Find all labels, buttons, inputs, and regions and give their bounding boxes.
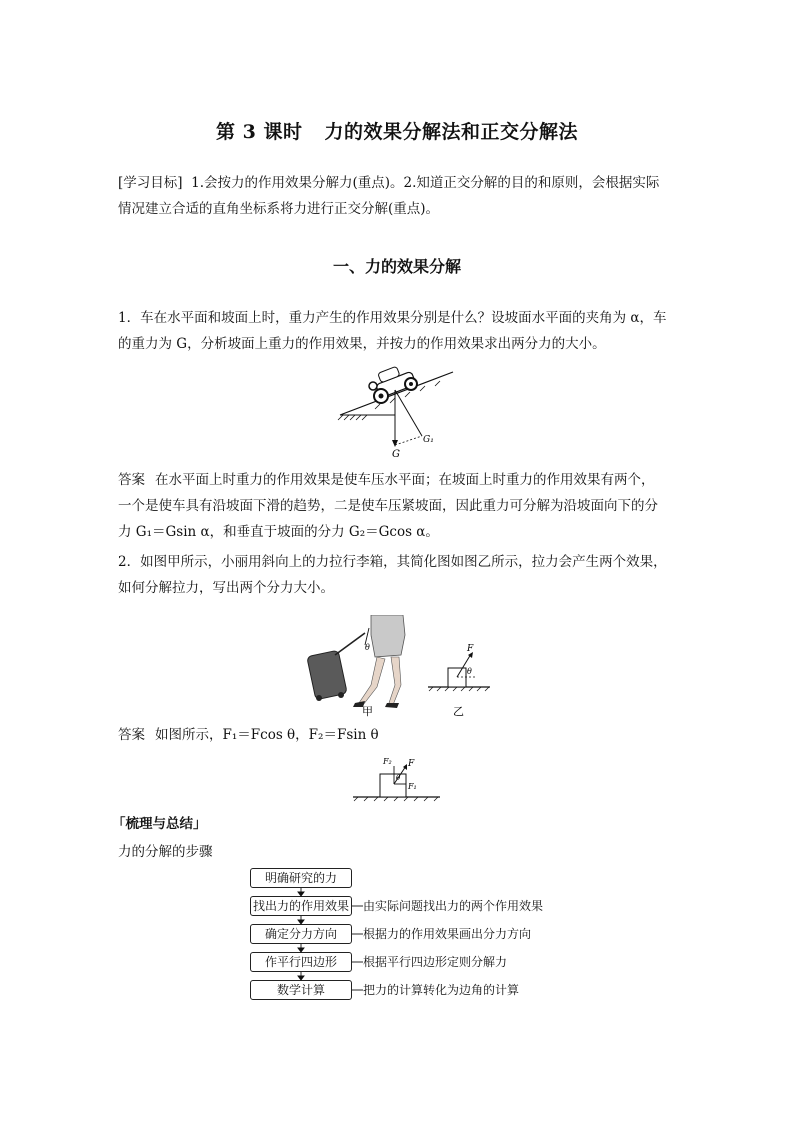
flow-step-2: 找出力的作用效果 — [250, 896, 352, 916]
label-theta-yi: θ — [467, 667, 472, 676]
flowchart-arrows — [240, 860, 370, 1005]
car-on-slope-figure — [335, 360, 465, 460]
label-theta-jia: θ — [365, 643, 370, 652]
label-f-yi: F — [467, 644, 474, 654]
question-2-line-1: 2．如图甲所示，小丽用斜向上的力拉行李箱，其简化图如图乙所示，拉力会产生两个效果， — [118, 554, 667, 570]
label-f2: F₂ — [383, 757, 392, 766]
woman-suitcase-figure — [305, 615, 420, 720]
question-2-line-2: 如何分解拉力，写出两个分力大小。 — [118, 580, 334, 596]
page-title — [0, 117, 794, 144]
flow-step-4: 作平行四边形 — [250, 952, 352, 972]
question-1 — [118, 305, 680, 357]
car-icon — [369, 366, 417, 403]
block-force-figure — [425, 640, 495, 720]
answer-2-text: 如图所示，F₁＝Fcos θ，F₂＝Fsin θ — [155, 727, 379, 743]
flow-note-2: 由实际问题找出力的两个作用效果 — [363, 899, 544, 913]
label-g1: G₁ — [423, 435, 434, 445]
g1-vector — [395, 390, 422, 436]
answer-2-label: 答案 — [118, 727, 145, 743]
woman-icon — [353, 615, 405, 708]
answer-1 — [118, 467, 680, 545]
caption-yi: 乙 — [453, 705, 464, 718]
objectives-line-1: 1.会按力的作用效果分解力(重点)。2.知道正交分解的目的和原则，会根据实际 — [191, 175, 660, 191]
flow-step-3: 确定分力方向 — [250, 924, 352, 944]
label-f1: F₁ — [408, 782, 417, 791]
objectives-line-2: 情况建立合适的直角坐标系将力进行正交分解(重点)。 — [118, 201, 440, 217]
answer-1-label: 答案 — [118, 472, 145, 488]
learning-objectives — [118, 170, 680, 222]
question-1-line-2: 的重力为 G，分析坡面上重力的作用效果，并按力的作用效果求出两分力的大小。 — [118, 336, 606, 352]
answer-1-line-2: 一个是使车具有沿坡面下滑的趋势，二是使车压紧坡面，因此重力可分解为沿坡面向下的分 — [118, 498, 658, 514]
block-icon — [380, 774, 406, 797]
summary-subheading: 力的分解的步骤 — [118, 844, 213, 860]
title-lesson-number: 第 3 课时 — [216, 121, 303, 143]
block-icon — [448, 668, 466, 687]
section-heading: 一、力的效果分解 — [332, 257, 461, 276]
objectives-label: [学习目标] — [118, 175, 183, 191]
label-theta: θ — [396, 774, 401, 782]
flow-note-4: 根据平行四边形定则分解力 — [363, 955, 508, 969]
question-1-line-1: 1．车在水平面和坡面上时，重力产生的作用效果分别是什么？设坡面水平面的夹角为 α，车 — [118, 310, 667, 326]
flow-note-5: 把力的计算转化为边角的计算 — [363, 983, 520, 997]
flow-step-1: 明确研究的力 — [250, 868, 352, 888]
answer-2 — [118, 722, 680, 748]
title-topic: 力的效果分解法和正交分解法 — [324, 121, 578, 143]
question-2 — [118, 549, 680, 601]
label-f: F — [408, 759, 415, 769]
summary-heading: 「梳理与总结」 — [112, 816, 207, 832]
answer-1-line-1: 在水平面上时重力的作用效果是使车压水平面；在坡面上时重力的作用效果有两个， — [155, 472, 655, 488]
answer-1-line-3: 力 G₁＝Gsin α，和垂直于坡面的分力 G₂＝Gcos α。 — [118, 524, 439, 540]
flow-step-5: 数学计算 — [250, 980, 352, 1000]
flow-note-3: 根据力的作用效果画出分力方向 — [363, 927, 532, 941]
caption-jia: 甲 — [362, 705, 373, 718]
force-decomposition-figure — [350, 752, 442, 802]
label-g: G — [392, 449, 400, 460]
